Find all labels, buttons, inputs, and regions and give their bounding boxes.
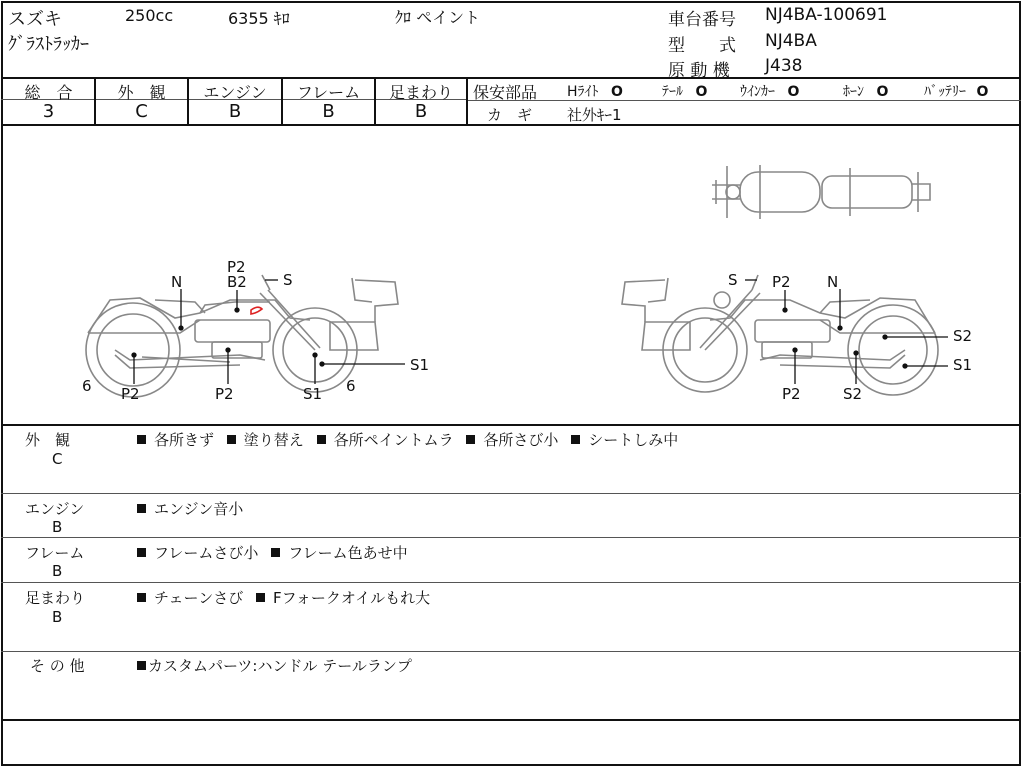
safety-item-mark: O xyxy=(876,84,889,100)
safety-label: 保安部品 xyxy=(473,83,538,102)
left-label-p2-b: P2 xyxy=(215,385,234,403)
type-label: 型 式 xyxy=(668,36,736,56)
bullet-square-icon xyxy=(137,661,146,670)
right-label-p2-top: P2 xyxy=(772,273,791,291)
note-item: 各所さび小 xyxy=(483,431,559,449)
bullet-square-icon xyxy=(137,548,146,557)
note-grade-engine: B xyxy=(52,518,63,536)
other-text xyxy=(137,655,412,676)
safety-headlight xyxy=(567,81,623,101)
maker: スズキ xyxy=(8,9,62,30)
safety-item-name: ﾊﾞｯﾃﾘｰ xyxy=(924,84,966,100)
bullet-square-icon xyxy=(466,435,475,444)
left-label-p2-top: P2 xyxy=(227,258,246,276)
grade-value-suspension: B xyxy=(414,101,428,122)
note-item: エンジン音小 xyxy=(154,500,244,518)
top-view-bike-icon xyxy=(712,165,930,219)
note-items-suspension xyxy=(137,587,430,608)
note-item: チェーンさび xyxy=(154,589,244,607)
safety-horn xyxy=(843,81,888,101)
note-items-exterior xyxy=(137,429,678,450)
note-items-engine xyxy=(137,498,243,519)
right-label-s2-right: S2 xyxy=(953,327,973,345)
divider xyxy=(1,493,1021,494)
chassis-value: NJ4BA-100691 xyxy=(765,5,888,25)
note-title-exterior: 外 観 xyxy=(25,431,71,449)
bullet-square-icon xyxy=(256,593,265,602)
grade-value-engine: B xyxy=(228,101,242,122)
paint: ｸﾛ ペイント xyxy=(395,8,481,27)
bullet-square-icon xyxy=(137,593,146,602)
divider xyxy=(1,719,1021,721)
note-item: Fフォークオイルもれ大 xyxy=(273,589,431,607)
safety-item-mark: O xyxy=(787,84,800,100)
other-title: そ の 他 xyxy=(30,657,85,675)
divider xyxy=(1,77,1021,79)
divider xyxy=(1,582,1021,583)
left-label-s1-right: S1 xyxy=(410,356,430,374)
bullet-square-icon xyxy=(137,435,146,444)
note-grade-exterior: C xyxy=(52,450,63,468)
left-label-six-left: 6 xyxy=(82,377,92,395)
note-item: フレーム色あせ中 xyxy=(288,544,408,562)
displacement: 250cc xyxy=(125,6,174,25)
safety-item-mark: O xyxy=(610,84,623,100)
bullet-square-icon xyxy=(317,435,326,444)
right-label-n: N xyxy=(827,273,839,291)
note-title-engine: エンジン xyxy=(25,500,85,518)
divider xyxy=(1,537,1021,538)
note-item: シートしみ中 xyxy=(588,431,679,449)
note-item: 各所きず xyxy=(154,431,215,449)
note-grade-frame: B xyxy=(52,562,63,580)
engine-value: J438 xyxy=(765,56,803,76)
mileage: 6355 ｷﾛ xyxy=(228,9,290,28)
left-label-p2-a: P2 xyxy=(121,385,140,403)
note-item: 各所ペイントムラ xyxy=(333,431,454,449)
bullet-square-icon xyxy=(571,435,580,444)
key-value: 社外ｷｰ1 xyxy=(567,106,622,124)
safety-item-name: ｳｲﾝｶｰ xyxy=(740,84,775,100)
safety-item-mark: O xyxy=(695,84,708,100)
note-item: フレームさび小 xyxy=(154,544,259,562)
safety-item-name: ﾎｰﾝ xyxy=(843,84,864,100)
engine-label: 原 動 機 xyxy=(668,61,730,81)
bullet-square-icon xyxy=(271,548,280,557)
right-label-p2-bottom: P2 xyxy=(782,385,801,403)
left-label-b2: B2 xyxy=(227,273,247,291)
safety-item-name: ﾃｰﾙ xyxy=(662,84,683,100)
scratch-mark-icon xyxy=(251,307,262,314)
grade-header-overall: 総 合 xyxy=(24,83,73,102)
left-label-s-top: S xyxy=(283,271,293,289)
grade-header-suspension: 足まわり xyxy=(388,83,453,102)
bullet-square-icon xyxy=(137,504,146,513)
grade-header-engine: エンジン xyxy=(203,83,267,102)
note-item: 塗り替え xyxy=(243,431,304,449)
motorcycle-diagram xyxy=(0,126,1022,424)
grade-value-exterior: C xyxy=(135,101,148,122)
safety-item-mark: O xyxy=(976,84,989,100)
key-label: カ ギ xyxy=(487,106,533,124)
left-label-n: N xyxy=(171,273,183,291)
divider xyxy=(1,424,1021,426)
safety-winker xyxy=(740,81,799,101)
divider xyxy=(466,77,468,125)
other-text-value: カスタムパーツ:ハンドル テールランプ xyxy=(148,657,412,675)
bullet-square-icon xyxy=(227,435,236,444)
left-label-s1-bottom: S1 xyxy=(303,385,323,403)
grade-value-overall: 3 xyxy=(42,101,55,122)
divider xyxy=(1,651,1021,652)
model-name: ｸﾞﾗｽﾄﾗｯｶｰ xyxy=(8,34,89,55)
safety-battery xyxy=(924,81,988,101)
note-title-frame: フレーム xyxy=(25,544,85,562)
grade-header-exterior: 外 観 xyxy=(117,83,166,102)
type-value: NJ4BA xyxy=(765,31,817,51)
safety-taillight xyxy=(662,81,707,101)
safety-item-name: Hﾗｲﾄ xyxy=(567,84,599,100)
note-items-frame xyxy=(137,542,408,563)
grade-value-frame: B xyxy=(322,101,335,122)
right-label-s2-bottom: S2 xyxy=(843,385,863,403)
note-grade-suspension: B xyxy=(52,608,63,626)
note-title-suspension: 足まわり xyxy=(25,589,86,607)
left-label-six-right: 6 xyxy=(346,377,356,395)
chassis-label: 車台番号 xyxy=(668,10,736,30)
right-label-s-top: S xyxy=(728,271,738,289)
grade-header-frame: フレーム xyxy=(296,83,361,102)
right-label-s1-right: S1 xyxy=(953,356,973,374)
right-bike-icon xyxy=(622,275,938,395)
